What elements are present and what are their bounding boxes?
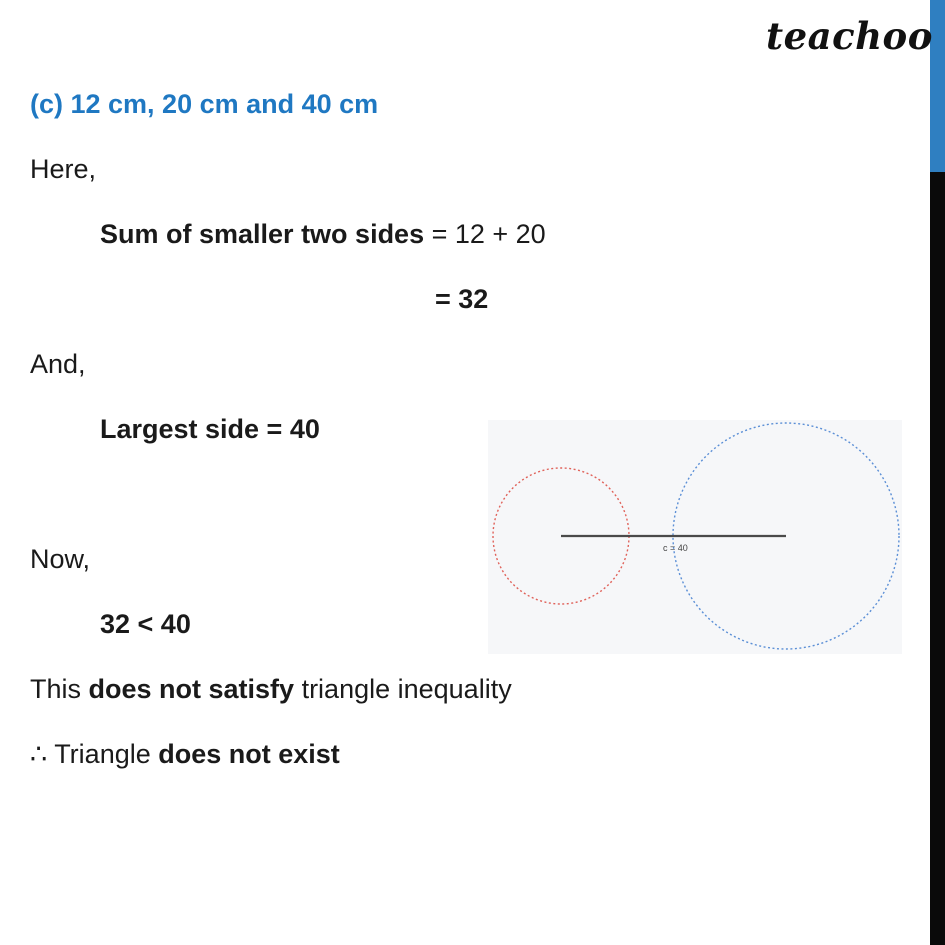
segment-label: c = 40 <box>663 543 688 553</box>
construction-svg <box>488 420 902 654</box>
question-heading: (c) 12 cm, 20 cm and 40 cm <box>30 89 379 119</box>
conclusion-bold: does not satisfy <box>88 674 295 704</box>
now-text: Now, <box>30 544 91 574</box>
largest-side-line: Largest side = 40 <box>100 414 320 444</box>
does-not-exist-text: does not exist <box>158 739 340 769</box>
conclusion-pre: This <box>30 674 89 704</box>
conclusion-post: triangle inequality <box>294 674 512 704</box>
sum-expression: = 12 + 20 <box>424 219 546 249</box>
conclusion-exist <box>30 738 340 770</box>
therefore-text: ∴ Triangle <box>30 739 159 769</box>
and-text: And, <box>30 349 86 379</box>
triangle-construction-figure <box>488 420 902 654</box>
sum-label: Sum of smaller two sides <box>100 219 425 249</box>
comparison-line: 32 < 40 <box>100 609 191 639</box>
teachoo-logo: teachoo <box>766 14 933 58</box>
conclusion-inequality <box>30 673 512 705</box>
here-text: Here, <box>30 154 97 184</box>
right-side-bar <box>930 0 945 945</box>
sum-line <box>100 218 546 250</box>
sum-result: = 32 <box>435 284 489 314</box>
